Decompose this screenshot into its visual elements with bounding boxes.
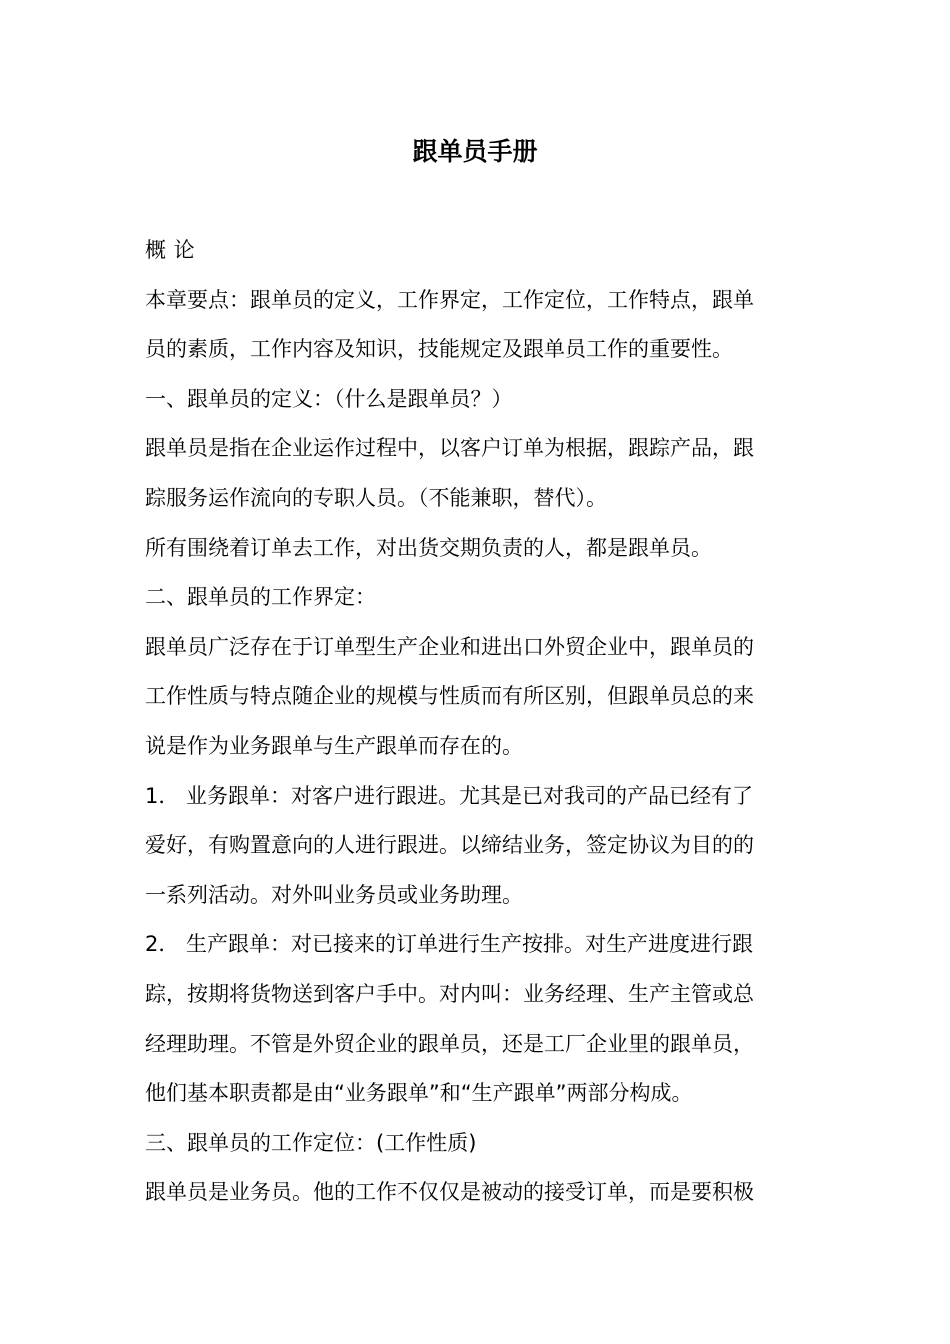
list-item-production-follow-up: 2． 生产跟单：对已接来的订单进行生产按排。对生产进度进行跟 bbox=[145, 932, 754, 957]
paragraph-line: 踪服务运作流向的专职人员。（不能兼职，替代）。 bbox=[145, 485, 607, 510]
paragraph-line: 跟单员是业务员。他的工作不仅仅是被动的接受订单，而是要积极 bbox=[145, 1180, 754, 1205]
paragraph-line: 爱好，有购置意向的人进行跟进。以缔结业务，签定协议为目的的 bbox=[145, 833, 754, 858]
paragraph-line: 他们基本职责都是由“业务跟单”和“生产跟单”两部分构成。 bbox=[145, 1081, 693, 1106]
paragraph-line: 员的素质，工作内容及知识，技能规定及跟单员工作的重要性。 bbox=[145, 337, 733, 362]
list-item-business-follow-up: 1． 业务跟单：对客户进行跟进。尤其是已对我司的产品已经有了 bbox=[145, 783, 754, 808]
document-title: 跟单员手册 bbox=[412, 137, 538, 166]
section-heading-definition: 一、跟单员的定义：（什么是跟单员？） bbox=[145, 386, 513, 411]
paragraph-line: 说是作为业务跟单与生产跟单而存在的。 bbox=[145, 733, 523, 758]
section-heading-positioning: 三、跟单员的工作定位：(工作性质) bbox=[145, 1130, 477, 1155]
paragraph-line: 一系列活动。对外叫业务员或业务助理。 bbox=[145, 882, 523, 907]
paragraph-line: 本章要点：跟单员的定义，工作界定，工作定位，工作特点，跟单 bbox=[145, 287, 754, 312]
paragraph-line: 经理助理。不管是外贸企业的跟单员，还是工厂企业里的跟单员， bbox=[145, 1031, 754, 1056]
paragraph-line: 所有围绕着订单去工作，对出货交期负责的人，都是跟单员。 bbox=[145, 535, 712, 560]
section-heading-scope: 二、跟单员的工作界定： bbox=[145, 585, 376, 610]
document-body bbox=[145, 226, 795, 1218]
paragraph-line: 踪，按期将货物送到客户手中。对内叫：业务经理、生产主管或总 bbox=[145, 981, 754, 1006]
section-heading-overview: 概 论 bbox=[145, 238, 196, 262]
paragraph-line: 跟单员是指在企业运作过程中，以客户订单为根据，跟踪产品，跟 bbox=[145, 436, 754, 461]
paragraph-line: 跟单员广泛存在于订单型生产企业和进出口外贸企业中，跟单员的 bbox=[145, 634, 754, 659]
paragraph-line: 工作性质与特点随企业的规模与性质而有所区别，但跟单员总的来 bbox=[145, 684, 754, 709]
